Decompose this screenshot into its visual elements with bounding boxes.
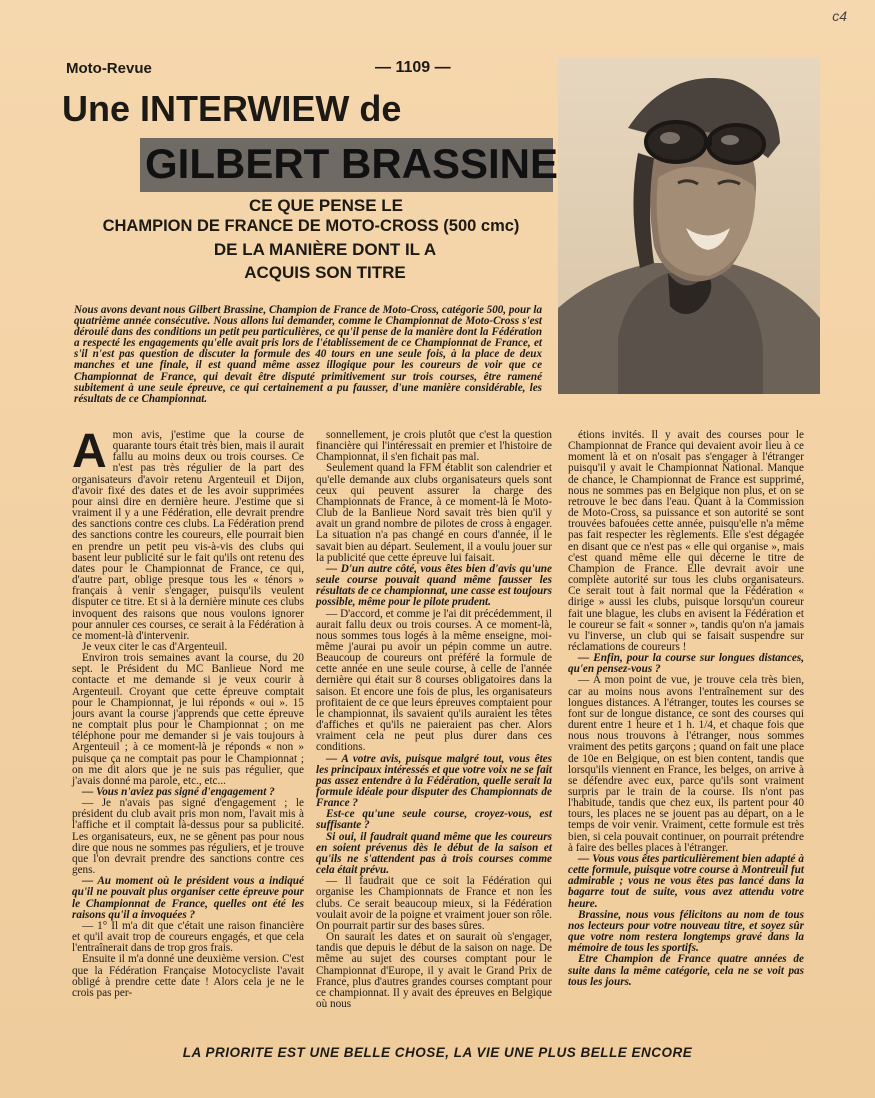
column-3-question-1: — Enfin, pour la course sur longues distances, qu'en pensez-vous ?	[568, 652, 804, 676]
rider-portrait-photo	[558, 58, 820, 394]
title-line-1: Une INTERWIEW de	[62, 88, 402, 129]
column-2-paragraph-4: — D'accord, et comme je l'ai dit précédemment, il aurait fallu deux ou trois courses. A ce moment-là, nous sommes tous logés à la même enseigne, moi-même j'aurai pu avoir un pépin comme un autre. Beaucoup de coureurs ont préféré la formule de cette année en une seule course, à celle de l'année dernière qui était sur 8 courses obligatoires dans la saison. Et encore une fois de plus, les organisateurs profitaient de ce que leurs épreuves comptaient pour le championnat, ils savaient qu'ils auraient les têtes d'affiches et qu'ils ne paieraient pas cher. Alors vraiment cela ne peut plus durer dans ces conditions.	[316, 607, 552, 754]
column-2-paragraph-2: Seulement quand la FFM établit son calendrier et qu'elle demande aux clubs organisateurs quels sont ceux qui peuvent assurer la charge des Championnats de France, à ce moment-là le Moto-Club de la Banlieue Nord savait très bien qu'il y avait un grand nombre de pilotes de cross à engager. La situation n'a pas changé en cours d'année, il le savait bien au départ. Seulement, il a voulu jouer sur la publicité que cette épreuve lui faisait.	[316, 462, 552, 564]
magazine-name: Moto-Revue	[66, 60, 152, 77]
subtitle-line-4: ACQUIS SON TITRE	[244, 263, 406, 282]
column-1-paragraph-5: — Je n'avais pas signé d'engagement ; le président du club avait pris mon nom, l'avait mis à l'affiche et il comptait là-dessus pour sa publicité. Les organisateurs, eux, ne se gênent pas pour nous dire que nous ne sommes pas réguliers, et je trouve que l'on devrait prendre des sanctions contre ces gens.	[72, 797, 304, 877]
column-2-question-1: — D'un autre côté, vous êtes bien d'avis qu'une seule course pouvait quand même fausser les résultats de ce championnat, une casse est toujours possible, même pour le pilote prudent.	[316, 562, 552, 609]
column-2-question-4: Si oui, il faudrait quand même que les coureurs en soient prévenus dès le début de la saison et qu'ils ne s'attendent pas à trois courses comme cela était prévu.	[316, 830, 552, 877]
column-2-question-2: — A votre avis, puisque malgré tout, vous êtes les principaux intéressés et que votre voix ne se fait pas assez entendre à la Fédération, quelle serait la formule idéale pour disputer des Championnats de France ?	[316, 752, 552, 810]
column-2-question-3: Est-ce qu'une seule course, croyez-vous, est suffisante ?	[316, 808, 552, 832]
corner-mark: c4	[832, 8, 847, 24]
drop-cap: A	[72, 425, 107, 478]
column-1-paragraph-1	[72, 425, 304, 642]
subtitle-line-1: CE QUE PENSE LE	[249, 196, 403, 215]
column-1-paragraph-1-text: mon avis, j'estime que la course de quarante tours était très bien, mais il aurait fallu au moins deux ou trois courses. Ce n'est pas très régulier de la part des organisateurs d'avoir retenu Argenteuil et Dijon, d'avoir fixé des dates et de les avoir supprimées pour ainsi dire en dernière heure. J'estime que si vraiment il y a une Fédération, elle devrait prendre des sanctions contre ces clubs. La Fédération prend des sanctions contre les coureurs, elle pourrait bien en prendre un petit peu vis-à-vis des clubs qui basent leur publicité sur le fait qu'ils ont retenu des dates pour le Championnat de France, ce qui, d'autre part, oblige presque tous les « ténors » français à venir s'engager, puisqu'ils veulent disputer ce titre. Et si à la dernière minute ces clubs invoquent des raisons que nous voulons ignorer pour annuler ces courses, ce serait à la Fédération à ce moment-là d'intervenir.	[72, 429, 304, 642]
column-2-paragraph-9: On saurait les dates et on saurait où s'engager, tandis que depuis le début de la saison on nage. De même au sujet des courses comptant pour le Championnat d'Europe, il y avait le Grand Prix de France, plus d'autres grandes courses comptant pour ce championnat. Il y avait des épreuves en Belgique où nous	[316, 931, 552, 1010]
subtitle-line-3: DE LA MANIÈRE DONT IL A	[213, 240, 437, 259]
column-1-paragraph-7: — 1° Il m'a dit que c'était une raison financière et qu'il avait trop de coureurs engagés, et que cela l'entraînerait dans de trop gros frais.	[72, 919, 304, 955]
column-1-paragraph-8: Ensuite il m'a donné une deuxième version. C'est que la Fédération Française Motocycliste l'avait obligé à prendre cette date ! Alors cela je ne le crois pas per-	[72, 953, 304, 999]
article-column-3	[568, 430, 804, 988]
article-column-2	[316, 430, 552, 1010]
column-3-closing-1: Brassine, nous vous félicitons au nom de tous nos lecteurs pour votre nouveau titre, et soyez sûr que votre nom restera longtemps gravé dans la mémoire de tous les sportifs.	[568, 908, 804, 955]
column-3-paragraph-3: — A mon point de vue, je trouve cela très bien, car au moins nous avons l'entraînement sur des longues distances. A l'étranger, toutes les courses se font sur de longue distance, ce sont des courses qui durent entre 1 heure et 1 h. 1/4, et chaque fois que nous nous trouvons à l'étranger, nous sommes vraiment des petits garçons ; quand on fait une place de 10e en Belgique, on est bien content, tandis que lorsqu'ils viennent en France, les belges, on arrive à se défendre avec eux, parce qu'ils sont vraiment surpris par le train de la course. Ils n'ont pas l'habitude, tandis que chez eux, ils partent pour 40 tours, les places ne se jouent pas au départ, on a le temps de voir venir. Vraiment, cette formule est très bien, si cela pouvait continuer, on pourrait prétendre à faire des belles places à l'étranger.	[568, 674, 804, 854]
column-3-paragraph-1: étions invités. Il y avait des courses pour le Championnat de France qui devaient avoir lieu à ce moment là et on n'osait pas s'engager à l'étranger puisqu'il y avait le Championnat National. Manque de chance, le Championnat de France est supprimé, nous ne sommes pas en Belgique non plus, et on se retrouve le bec dans l'eau. Quant à la Commission de Moto-Cross, sa puissance et son autorité se sont trouvées bafouées cette année, puisqu'elle n'a même pas fait respecter les règlements. Elle s'est dégagée en disant que ce n'est pas « elle qui organise », mais c'est quand même elle qui décerne le titre de Champion de France. Elle devrait avoir une complète autorité sur tous les clubs organisateurs. Ce serait tout à fait normal que la Fédération « dirige » aussi les clubs, puisque lorsqu'un coureur fait une blague, les clubs en avisent la Fédération et le coureur se fait « sonner », tandis qu'on n'a jamais vu l'inverse, un club qui se faisait suspendre sur réclamations de coureurs !	[568, 429, 804, 653]
column-1-paragraph-3: Environ trois semaines avant la course, du 20 sept. le Président du MC Banlieue Nord me contacte et me demande si je veux courir à Argenteuil. Croyant que cette épreuve comptait pour le Championnat, je lui réponds « oui ». 15 jours avant la course j'apprends que cette épreuve ne comptait plus pour le Championnat ; on me téléphone pour me demander si je vais toujours à Argenteuil ; à ce moment-là je réponds « non » puisque ça ne comptait pas pour le Championnat ; on me dit alors que je ne suis pas régulier, que j'avais donné ma parole, etc., etc...	[72, 652, 304, 787]
footer-slogan: LA PRIORITE EST UNE BELLE CHOSE, LA VIE UNE PLUS BELLE ENCORE	[182, 1045, 693, 1060]
column-1-question-2: — Au moment où le président vous a indiqué qu'il ne pouvait plus organiser cette épreuve pour le Championnat de France, quelles ont été les raisons qu'il a invoquées ?	[72, 875, 304, 921]
intro-paragraph: Nous avons devant nous Gilbert Brassine, Champion de France de Moto-Cross, catégorie 500, pour la quatrième année consécutive. Nous allons lui demander, comme le Championnat de Moto-Cross s'est déroulé dans des conditions un petit peu particulières, ce qu'il pense de la manière dont la Fédération a respecté les engagements qu'elle avait pris lors de l'établissement de ce Championnat de France, et s'il n'est pas question de discuter la formule des 40 tours en une seule fois, à la place de deux manches et une finale, il est quand même assez illogique pour les coureurs de voir que ce Championnat de France, qui devait être disputé primitivement sur trois courses, être ramené subitement à une seule épreuve, ce qui certainement a pu fausser, d'une manière considérable, les résultats de ce Championnat.	[74, 304, 542, 405]
page-number: — 1109 —	[375, 59, 451, 76]
column-1-question-1: — Vous n'aviez pas signé d'engagement ?	[82, 786, 275, 798]
title-line-2: GILBERT BRASSINE	[145, 140, 559, 187]
article-column-1	[72, 425, 304, 999]
column-2-paragraph-8: — Il faudrait que ce soit la Fédération qui organise les Championnats de France et non les clubs. Ce serait beaucoup mieux, si la Fédération voulait avoir de la poigne et vraiment jouer son rôle. On pourrait partir sur des bases sûres.	[316, 875, 552, 932]
column-3-closing-2: Etre Champion de France quatre années de suite dans la même catégorie, cela ne se voit pas tous les jours.	[568, 953, 804, 988]
column-2-paragraph-1: sonnellement, je crois plutôt que c'est la question financière qui l'intéressait en premier et l'histoire de Championnat, il s'en fichait pas mal.	[316, 429, 552, 464]
column-3-question-2: — Vous vous êtes particulièrement bien adapté à cette formule, puisque votre course à Montreuil fut admirable ; vous ne vous êtes pas lancé dans la bagarre tout de suite, vous avez attendu votre heure.	[568, 852, 804, 910]
column-1-paragraph-2: Je veux citer le cas d'Argenteuil.	[82, 640, 228, 653]
subtitle-line-2: CHAMPION DE FRANCE DE MOTO-CROSS (500 cmc)	[102, 217, 520, 235]
